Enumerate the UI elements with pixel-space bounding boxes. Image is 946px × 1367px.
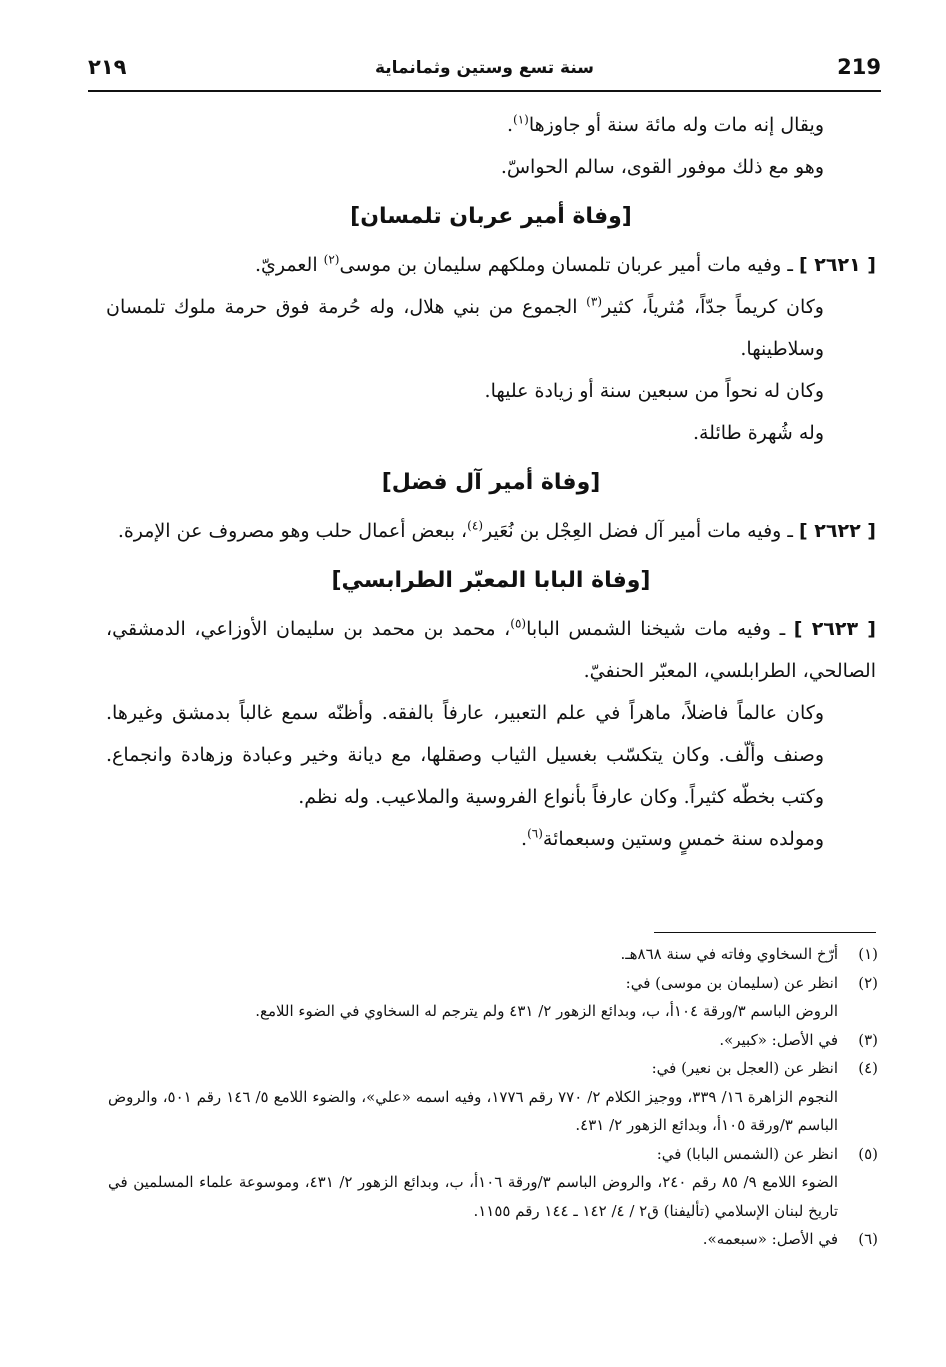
paragraph: وكان عالماً فاضلاً، ماهراً في علم التعبير، عارفاً بالفقه. وأظنّه سمع غالباً بدمشق وغيرها. وصنف وألّف. وكان يتكسّب بغسيل الثياب وصقلها، مع ديانة وخير وعبادة وزهادة وانجماع. وكتب بخطّه كثيراً. وكان عارفاً بأنواع الفروسية والملاعيب. وله نظم. [106, 702, 824, 808]
footnote-line: النجوم الزاهرة ١٦/ ٣٣٩، ووجيز الكلام ٢/ ٧٧٠ رقم ١٧٧٦، وفيه اسمه «علي»، والضوء اللامع ٥/ ١٤٦ رقم ٥٠١، والروض الباسم ٣/ورقة ١٠٥أ، وبدائع الزهور ٢/ ٤٣١. [108, 1087, 839, 1134]
footnote-number: (٦) [858, 1230, 878, 1248]
main-text [106, 104, 876, 860]
footnote-line: الروض الباسم ٣/ورقة ١٠٤أ، ب، وبدائع الزهور ٢/ ٤٣١ ولم يترجم له السخاوي في الضوء اللامع. [255, 1002, 838, 1020]
running-title: سنة تسع وستين وثمانماية [374, 58, 595, 78]
page-number-arabic: ٢١٩ [88, 55, 127, 79]
footnote-ref: (٦) [527, 826, 543, 841]
entry-paragraph [106, 510, 876, 552]
paragraph [106, 818, 876, 860]
footnote-line: انظر عن (الشمس البابا) في: [656, 1144, 838, 1163]
footnote-number: (١) [858, 945, 878, 963]
paragraph: وهو مع ذلك موفور القوى، سالم الحواسّ. [500, 156, 824, 178]
footnote-ref: (٥) [510, 616, 527, 631]
page-header [88, 52, 881, 88]
footnote-ref: (٤) [467, 518, 483, 533]
footnote-ref: (١) [513, 112, 529, 127]
section-heading: [وفاة البابا المعبّر الطرابسي] [331, 568, 651, 593]
section-heading: [وفاة أمير آل فضل] [381, 470, 601, 495]
footnote [108, 1026, 878, 1055]
paragraph-text: ويقال إنه مات وله مائة سنة أو جاوزها [528, 114, 824, 136]
paragraph-text: وكان كريماً جدّاً، مُثرياً، كثير [602, 296, 824, 318]
page-number-latin: 219 [837, 55, 881, 79]
paragraph [106, 286, 876, 370]
footnotes [108, 940, 878, 1254]
entry-paragraph [106, 608, 876, 692]
footnote [108, 969, 878, 1026]
entry-number: [ ٢٦٢١ ] [798, 254, 876, 276]
entry-text: ، محمد بن محمد بن سليمان الأوزاعي، الدمشقي، الصالحي، الطرابلسي، المعبّر الحنفيّ. [106, 618, 876, 682]
entry-text: ـ وفيه مات أمير آل فضل العِجْل بن نُعَير [483, 520, 793, 542]
paragraph [106, 104, 876, 146]
paragraph-text: . [521, 828, 528, 850]
footnote-divider [654, 932, 876, 933]
paragraph: وله شُهرة طائلة. [692, 422, 824, 444]
entry-text: ـ وفيه مات شيخنا الشمس البابا [526, 618, 786, 640]
entry-number: [ ٢٦٢٢ ] [798, 520, 876, 542]
paragraph-text: . [506, 114, 514, 136]
entry-number: [ ٢٦٢٣ ] [793, 618, 876, 640]
entry-text: ـ وفيه مات أمير عربان تلمسان وملكهم سليمان بن موسى [339, 254, 793, 276]
entry-text: ، ببعض أعمال حلب وهو مصروف عن الإمرة. [117, 520, 468, 542]
footnote-ref: (٣) [586, 294, 602, 309]
paragraph: وكان له نحواً من سبعين سنة أو زيادة عليها. [484, 380, 824, 402]
footnote-line: في الأصل: «سبعمه». [702, 1230, 838, 1248]
entry-paragraph [106, 244, 876, 286]
footnote [108, 940, 878, 969]
footnote-number: (٥) [858, 1144, 878, 1163]
footnote-line: انظر عن (سليمان بن موسى) في: [625, 973, 838, 992]
footnote [108, 1054, 878, 1140]
footnote-ref: (٢) [323, 252, 340, 267]
paragraph-text: الجموع من بني هلال، وله حُرمة فوق حرمة ملوك تلمسان وسلاطينها. [106, 296, 824, 360]
footnote [108, 1225, 878, 1254]
footnote-line: أرّخ السخاوي وفاته في سنة ٨٦٨هـ. [620, 945, 838, 963]
footnote-line: الضوء اللامع ٩/ ٨٥ رقم ٢٤٠، والروض الباسم ٣/ورقة ١٠٦أ، ب، وبدائع الزهور ٢/ ٤٣١، وموسوعة علماء المسلمين في تاريخ لبنان الإسلامي (تأليفنا) ق٢ / ٤/ ١٤٢ ـ ١٤٤ رقم ١١٥٥. [108, 1173, 839, 1220]
paragraph-text: ومولده سنة خمسٍ وستين وسبعمائة [542, 828, 824, 850]
footnote-number: (٤) [858, 1059, 878, 1077]
entry-text: العمريّ. [255, 254, 324, 276]
footnote-line: انظر عن (العجل بن نعير) في: [651, 1059, 838, 1077]
footnote-number: (٣) [858, 1030, 878, 1049]
footnote-number: (٢) [858, 973, 878, 992]
header-divider [88, 90, 881, 92]
footnote [108, 1140, 878, 1226]
footnote-line: في الأصل: «كبير». [719, 1030, 838, 1049]
section-heading: [وفاة أمير عربان تلمسان] [350, 204, 632, 229]
